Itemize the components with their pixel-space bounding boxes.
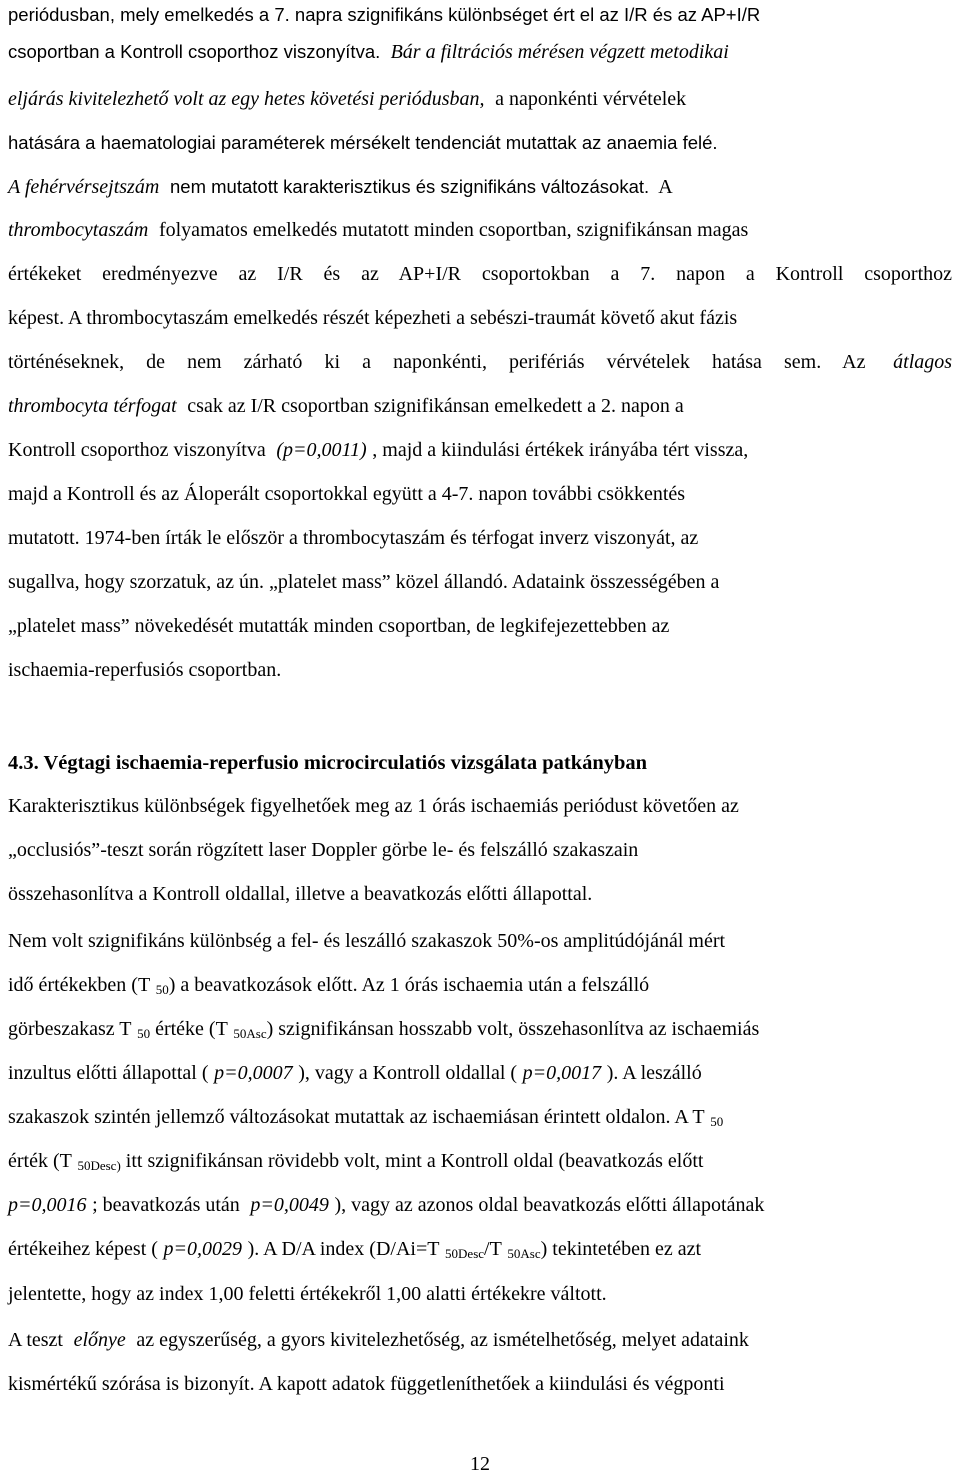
p-value: p=0,0029	[163, 1238, 243, 1260]
text-run: „platelet mass” növekedését mutatták minden csoportban, de legkifejezettebben az	[8, 615, 670, 637]
text-run: A fehérvérsejtszám	[8, 176, 160, 198]
text-run: mutatott. 1974-ben írták le először a thrombocytaszám és térfogat inverz viszonyát, az	[8, 527, 699, 549]
text-run: A teszt	[8, 1329, 68, 1351]
text-run: ) a beavatkozások előtt. Az 1 órás ischaemia után a felszálló	[168, 974, 650, 996]
text-run: érték (T	[8, 1150, 72, 1172]
text-run: átlagos	[893, 351, 953, 373]
section-heading: 4.3. Végtagi ischaemia-reperfusio microcirculatiós vizsgálata patkányban	[8, 752, 648, 774]
p-value: p=0,0016	[8, 1194, 87, 1216]
subscript: 50Asc	[507, 1246, 541, 1261]
text-run: periódusban, mely emelkedés a 7. napra szignifikáns különbséget ért el az I/R és az AP+I/R	[8, 4, 761, 25]
text-line	[8, 611, 957, 641]
text-run: képest. A thrombocytaszám emelkedés részét képezheti a sebészi-traumát követő akut fázis	[8, 307, 738, 329]
text-line	[8, 1279, 957, 1309]
p-value: (p=0,0011)	[276, 439, 367, 461]
text-run: ) tekintetében ez azt	[540, 1238, 702, 1260]
text-line	[8, 1146, 957, 1176]
text-run: értékeihez képest (	[8, 1238, 158, 1260]
subscript: 50	[710, 1114, 724, 1129]
p-value: p=0,0049	[250, 1194, 329, 1216]
text-run: sugallva, hogy szorzatuk, az ún. „platelet mass” közel állandó. Adataink összességében a	[8, 571, 720, 593]
text-run: értéke (T	[150, 1018, 228, 1040]
text-line	[8, 1234, 957, 1264]
text-line	[8, 435, 957, 465]
page-number: 12	[470, 1453, 490, 1475]
text-run: ischaemia-reperfusiós csoportban.	[8, 659, 282, 681]
text-run: A	[654, 176, 673, 198]
text-run: , majd a kiindulási értékek irányába tért vissza,	[372, 439, 749, 461]
text-line	[8, 37, 957, 67]
text-line	[8, 926, 957, 956]
text-line	[8, 303, 957, 333]
subscript: 50	[137, 1026, 151, 1041]
p-value: p=0,0007	[214, 1062, 293, 1084]
text-line	[8, 655, 957, 685]
text-run: ) szignifikánsan hosszabb volt, összehasonlítva az ischaemiás	[266, 1018, 760, 1040]
text-line	[8, 172, 957, 202]
text-line: összehasonlítva a Kontroll oldallal, illetve a beavatkozás előtti állapottal.	[8, 883, 593, 905]
text-line	[8, 523, 957, 553]
text-run: majd a Kontroll és az Áloperált csoportokkal együtt a 4-7. napon további csökkentés	[8, 483, 686, 505]
text-run: /T	[484, 1238, 502, 1260]
text-run: görbeszakasz T	[8, 1018, 132, 1040]
text-run: történéseknek, de nem zárható ki a naponkénti, perifériás vérvételek hatása sem. Az	[8, 351, 888, 373]
text-line	[8, 567, 957, 597]
text-line	[8, 128, 957, 158]
text-run: hatására a haematologiai paraméterek mérsékelt tendenciát mutattak az anaemia felé.	[8, 132, 718, 153]
text-run: idő értékekben (T	[8, 974, 151, 996]
text-run: csak az I/R csoportban szignifikánsan emelkedett a 2. napon a	[182, 395, 684, 417]
text-run: Kontroll csoporthoz viszonyítva	[8, 439, 271, 461]
text-run: thrombocyta térfogat	[8, 395, 177, 417]
subscript: 50Asc	[233, 1026, 267, 1041]
subscript: 50Desc	[445, 1246, 485, 1261]
text-line	[8, 0, 957, 30]
subscript: 50Desc)	[77, 1158, 121, 1173]
text-line	[8, 970, 957, 1000]
text-run: inzultus előtti állapottal (	[8, 1062, 209, 1084]
text-line	[8, 479, 957, 509]
text-run: szakaszok szintén jellemző változásokat mutattak az ischaemiásan érintett oldalon. A T	[8, 1106, 705, 1128]
text-line	[8, 84, 957, 114]
text-line	[8, 347, 957, 377]
text-line	[8, 1190, 957, 1220]
text-line	[8, 215, 957, 245]
subscript: 50	[155, 982, 169, 997]
text-run: folyamatos emelkedés mutatott minden csoportban, szignifikánsan magas	[153, 219, 749, 241]
text-line: Karakterisztikus különbségek figyelhetőek meg az 1 órás ischaemiás periódust követően az	[8, 795, 739, 817]
text-run: csoportban a Kontroll csoporthoz viszonyítva.	[8, 41, 386, 62]
text-line	[8, 1058, 957, 1088]
text-run: ), vagy az azonos oldal beavatkozás előtti állapotának	[334, 1194, 765, 1216]
text-run: itt szignifikánsan rövidebb volt, mint a Kontroll oldal (beavatkozás előtt	[120, 1150, 704, 1172]
text-run: kismértékű szórása is bizonyít. A kapott adatok függetleníthetőek a kiindulási és végponti	[8, 1373, 725, 1395]
text-run: jelentette, hogy az index 1,00 feletti értékekről 1,00 alatti értékekre váltott.	[8, 1283, 607, 1305]
text-line	[8, 259, 957, 289]
text-run: előnye	[73, 1329, 126, 1351]
text-run: Nem volt szignifikáns különbség a fel- és leszálló szakaszok 50%-os amplitúdójánál mért	[8, 930, 726, 952]
text-run: ), vagy a Kontroll oldallal (	[298, 1062, 518, 1084]
text-run: ). A D/A index (D/Ai=T	[247, 1238, 440, 1260]
text-line: „occlusiós”-teszt során rögzített laser Doppler görbe le- és felszálló szakaszain	[8, 839, 639, 861]
text-line	[8, 1102, 957, 1132]
text-run: ; beavatkozás után	[92, 1194, 245, 1216]
text-run: Bár a filtrációs mérésen végzett metodikai	[390, 41, 729, 63]
text-run: nem mutatott karakterisztikus és szignifikáns változásokat.	[164, 176, 650, 197]
text-run: eljárás kivitelezhető volt az egy hetes követési periódusban,	[8, 88, 485, 110]
text-run: az egyszerűség, a gyors kivitelezhetőség, az ismételhetőség, melyet adataink	[131, 1329, 749, 1351]
p-value: p=0,0017	[522, 1062, 602, 1084]
text-line	[8, 1325, 957, 1355]
text-line	[8, 1014, 957, 1044]
text-run: ). A leszálló	[606, 1062, 702, 1084]
text-line	[8, 1369, 957, 1399]
text-run: thrombocytaszám	[8, 219, 149, 241]
text-line	[8, 391, 957, 421]
text-run: értékeket eredményezve az I/R és az AP+I/R csoportokban a 7. napon a Kontroll csoporthoz	[8, 263, 953, 285]
text-run: a naponkénti vérvételek	[490, 88, 687, 110]
